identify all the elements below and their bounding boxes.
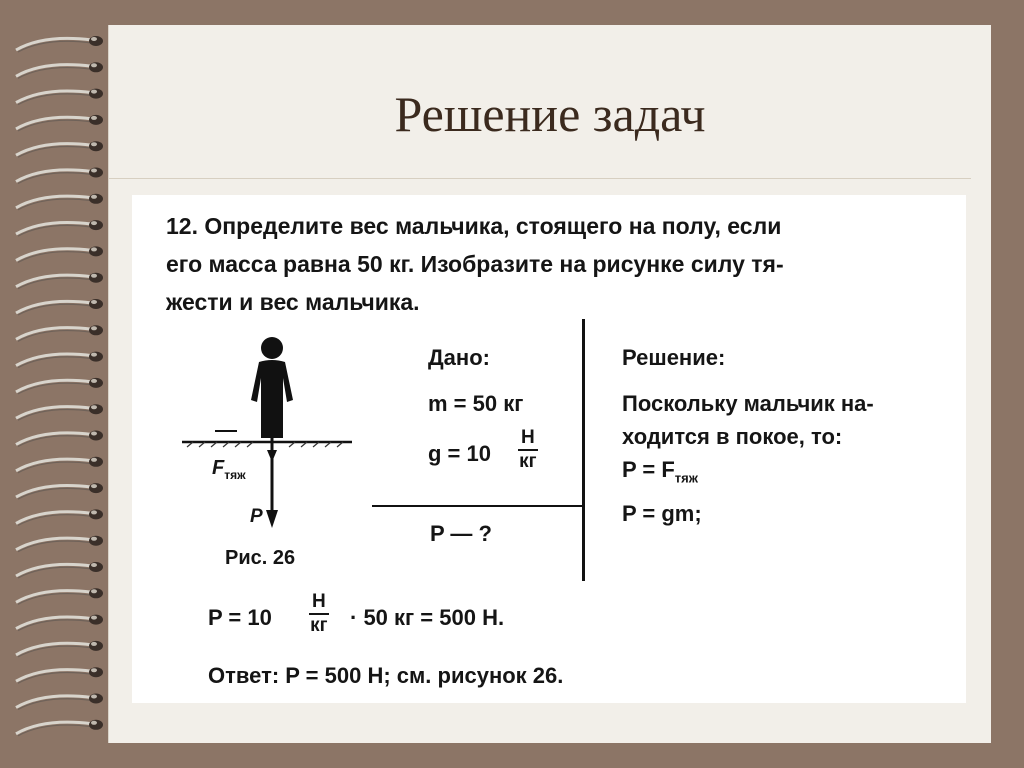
solution-eq-2: P = gm; [622,501,702,526]
spiral-coil-icon [16,378,103,394]
given-g-unit: Н кг [519,427,537,472]
spiral-coil-icon [16,89,103,105]
spiral-coil-icon [16,299,103,315]
spiral-coil-icon [16,404,103,420]
spiral-coil-icon [16,720,103,736]
problem-line-2: его масса равна 50 кг. Изобразите на рисунке силу тя- [166,251,784,277]
spiral-coil-icon [16,509,103,525]
spiral-coil-icon [16,246,103,262]
slide-title: Решение задач [394,86,706,142]
spiral-coil-icon [16,641,103,657]
problem-panel [132,195,966,703]
spiral-coil-icon [16,457,103,473]
spiral-coil-icon [16,325,103,341]
weight-label: P [250,506,263,527]
spiral-coil-icon [16,352,103,368]
spiral-coil-icon [16,273,103,289]
column-divider [582,319,585,581]
problem-line-3: жести и вес мальчика. [166,289,420,315]
solution-eq-1: $P = F_{тяж}$ [622,457,698,486]
spiral-coil-icon [16,562,103,578]
given-divider [372,505,584,507]
figure-caption: Рис. 26 [225,547,296,569]
solution-line-1: Поскольку мальчик на- [622,391,874,416]
spiral-coil-icon [16,62,103,78]
title-divider [109,178,971,179]
spiral-coil-icon [16,667,103,683]
problem-line-1: 12. Определите вес мальчика, стоящего на полу, если [166,213,782,239]
solution-line-2: ходится в покое, то: [622,424,843,449]
solution-heading: Решение: [622,345,726,370]
spiral-coil-icon [16,168,103,184]
given-find: P — ? [430,521,492,546]
calc-suffix: · 50 кг = 500 Н. [350,605,505,630]
spiral-coil-icon [16,141,103,157]
spiral-coil-icon [16,615,103,631]
spiral-coil-icon [16,588,103,604]
spiral-coil-icon [16,220,103,236]
calc-unit: Н кг [310,591,328,636]
calc-prefix: P = 10 [208,605,272,630]
spiral-coil-icon [16,536,103,552]
gravity-arrowhead [267,450,277,462]
spiral-coil-icon [16,483,103,499]
boy-figure [177,330,377,545]
gravity-label: $F_{тяж}$ [212,457,246,482]
spiral-coil-icon [16,115,103,131]
given-mass: m = 50 кг [428,391,524,416]
answer-line: Ответ: P = 500 Н; см. рисунок 26. [208,663,564,688]
spiral-coil-icon [16,694,103,710]
spiral-coil-icon [16,194,103,210]
given-g: g = 10 [428,441,491,466]
spiral-coil-icon [16,36,103,52]
given-heading: Дано: [428,345,490,370]
notebook-spiral-binding [14,20,134,740]
spiral-coil-icon [16,431,103,447]
